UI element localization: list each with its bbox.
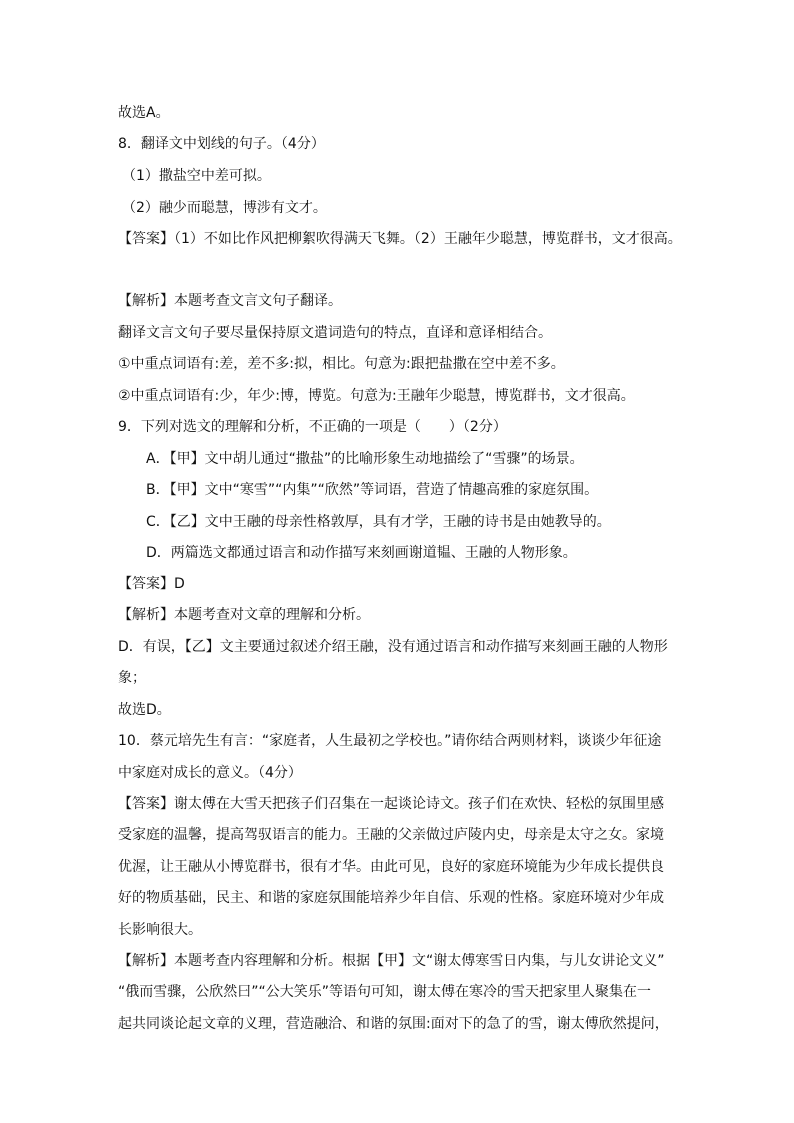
text-line: ①中重点词语有:差，差不多:拟，相比。句意为:跟把盐撒在空中差不多。 [118,356,565,372]
option-b: B．【甲】文中“寒雪”“内集”“欣然”等词语，营造了情趣高雅的家庭氛围。 [146,482,599,498]
option-a: A．【甲】文中胡儿通过“撒盐”的比喻形象生动地描绘了“雪骤”的场景。 [146,451,584,467]
text-line: 故选D。 [118,702,171,718]
answer-9: 【答案】D [118,576,185,592]
text-line: 起共同谈论起文章的义理，营造融洽、和谐的氛围:面对下的急了的雪，谢太傅欣然提问， [118,1016,669,1032]
text-line: D．有误，【乙】文主要通过叙述介绍王融，没有通过语言和动作描写来刻画王融的人物形 [118,639,668,655]
option-d: D．两篇选文都通过语言和动作描写来刻画谢道韫、王融的人物形象。 [146,545,577,561]
analysis-10: 【解析】本题考查内容理解和分析。根据【甲】文“谢太傅寒雪日内集，与儿女讲论文义” [118,953,665,969]
analysis-9: 【解析】本题考查对文章的理解和分析。 [118,607,370,623]
text-line: 象； [118,670,146,686]
text-line: 好的物质基础，民主、和谐的家庭氛围能培养少年自信、乐观的性格。家庭环境对少年成 [118,890,664,906]
text-line: 翻译文言文句子要尽量保持原文遣词造句的特点，直译和意译相结合。 [118,325,552,341]
question-10: 10．蔡元培先生有言：“家庭者，人生最初之学校也。”请你结合两则材料，谈谈少年征途 [118,733,662,749]
text-line: 故选A。 [118,105,170,121]
question-8-item-1: （1）撒盐空中差可拟。 [122,168,271,184]
answer-10: 【答案】谢太傅在大雪天把孩子们召集在一起谈论诗文。孩子们在欢快、轻松的氛围里感 [118,796,664,812]
text-line: 优渥，让王融从小博览群书，很有才华。由此可见，良好的家庭环境能为少年成长提供良 [118,859,664,875]
text-line: ②中重点词语有:少，年少:博，博览。句意为:王融年少聪慧，博览群书，文才很高。 [118,388,635,404]
question-8-item-2: （2）融少而聪慧，博涉有文才。 [122,200,327,216]
question-9: 9．下列对选文的理解和分析，不正确的一项是（ ）（2分） [118,419,507,435]
question-8: 8．翻译文中划线的句子。（4分） [118,136,325,152]
text-line: “俄而雪骤，公欣然曰”“公大笑乐”等语句可知，谢太傅在寒冷的雪天把家里人聚集在一 [118,984,652,1000]
text-line: 受家庭的温馨，提高驾驭语言的能力。王融的父亲做过庐陵内史，母亲是太守之女。家境 [118,827,664,843]
analysis-8: 【解析】本题考查文言文句子翻译。 [118,293,342,309]
text-line: 长影响很大。 [118,922,202,938]
text-line: 中家庭对成长的意义。（4分） [118,765,302,781]
answer-8: 【答案】（1）不如比作风把柳絮吹得满天飞舞。（2）王融年少聪慧，博览群书，文才很高。 [118,231,682,247]
option-c: C．【乙】文中王融的母亲性格敦厚，具有才学，王融的诗书是由她教导的。 [146,514,611,530]
